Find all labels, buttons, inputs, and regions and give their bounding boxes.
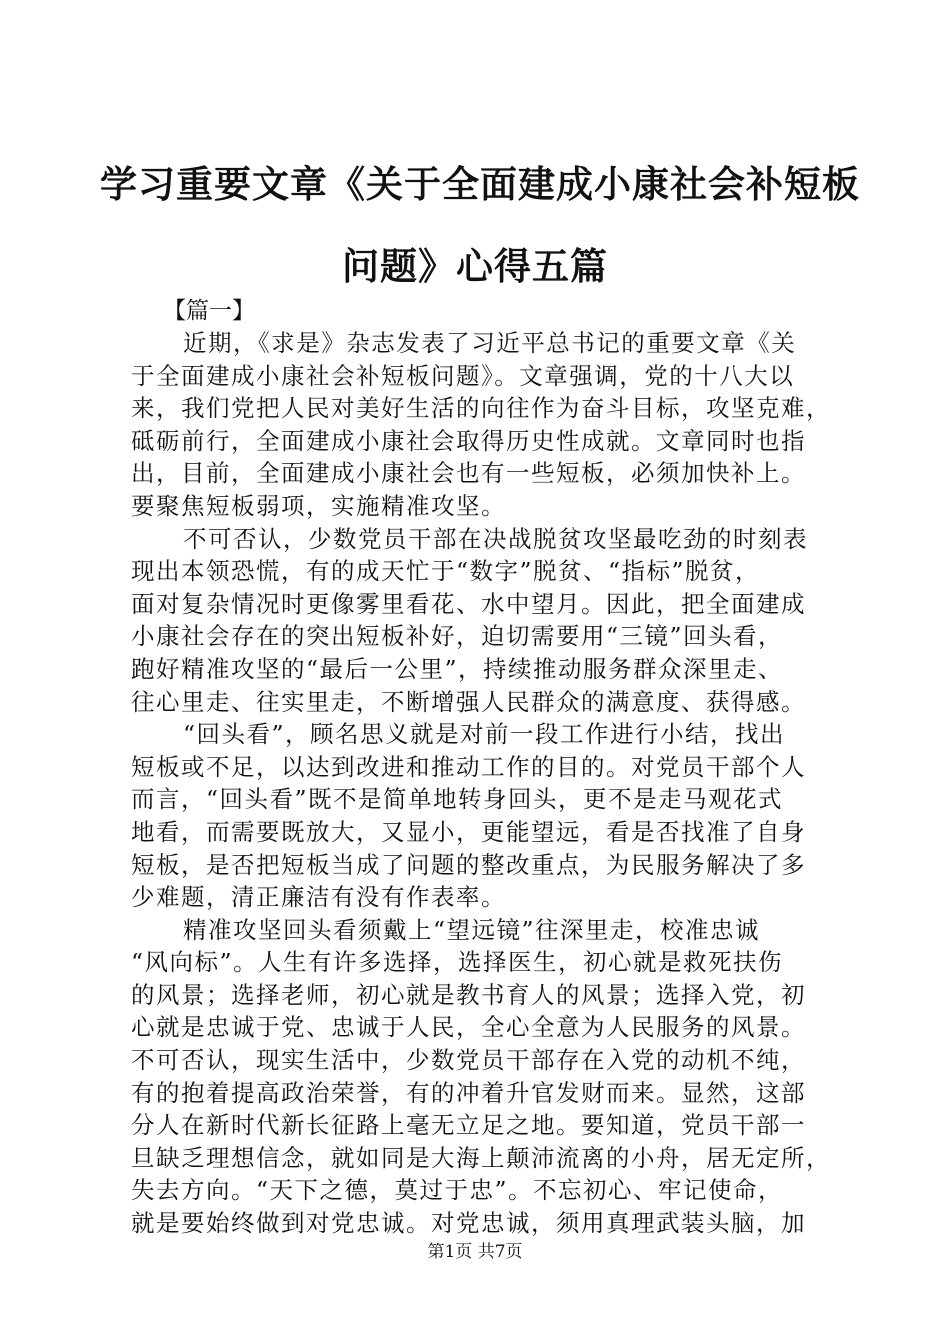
text-line: 往心里走、往实里走，不断增强人民群众的满意度、获得感。 <box>131 687 806 716</box>
text-line: 来，我们党把人民对美好生活的向往作为奋斗目标，攻坚克难， <box>131 394 831 423</box>
text-line: 小康社会存在的突出短板补好，迫切需要用“三镜”回头看， <box>131 622 784 651</box>
text-line: 分人在新时代新长征路上毫无立足之地。要知道，党员干部一 <box>131 1111 806 1140</box>
text-line: 现出本领恐慌，有的成天忙于“数字”脱贫、“指标”脱贫， <box>131 557 761 586</box>
text-line: “风向标”。人生有许多选择，选择医生，初心就是救死扶伤 <box>131 948 784 977</box>
text-line: 短板或不足，以达到改进和推动工作的目的。对党员干部个人 <box>131 752 806 781</box>
text-line: 出，目前，全面建成小康社会也有一些短板，必须加快补上。 <box>131 459 806 488</box>
text-line: 精准攻坚回头看须戴上“望远镜”往深里走，校准忠诚 <box>183 915 761 944</box>
text-line: 而言，“回头看”既不是简单地转身回头，更不是走马观花式 <box>131 785 784 814</box>
text-line: 面对复杂情况时更像雾里看花、水中望月。因此，把全面建成 <box>131 589 806 618</box>
text-line: 失去方向。“天下之德，莫过于忠”。不忘初心、牢记使命， <box>131 1176 784 1205</box>
text-line: 地看，而需要既放大，又显小，更能望远，看是否找准了自身 <box>131 817 806 846</box>
document-title-line-1: 学习重要文章《关于全面建成小康社会补短板 <box>100 162 860 206</box>
text-line: 于全面建成小康社会补短板问题》。文章强调，党的十八大以 <box>131 361 795 390</box>
text-line: 旦缺乏理想信念，就如同是大海上颠沛流离的小舟，居无定所， <box>131 1143 831 1172</box>
text-line: 心就是忠诚于党、忠诚于人民，全心全意为人民服务的风景。 <box>131 1013 806 1042</box>
text-line: 的风景；选择老师，初心就是教书育人的风景；选择入党，初 <box>131 980 806 1009</box>
text-line: “回头看”，顾名思义就是对前一段工作进行小结，找出 <box>183 720 786 749</box>
text-line: 有的抱着提高政治荣誉，有的冲着升官发财而来。显然，这部 <box>131 1078 806 1107</box>
text-line: 要聚焦短板弱项，实施精准攻坚。 <box>131 491 506 520</box>
text-line: 砥砺前行，全面建成小康社会取得历史性成就。文章同时也指 <box>131 426 806 455</box>
text-line: 少难题，清正廉洁有没有作表率。 <box>131 883 506 912</box>
text-line: 就是要始终做到对党忠诚。对党忠诚，须用真理武装头脑，加 <box>131 1209 806 1238</box>
section-heading: 【篇一】 <box>163 298 255 324</box>
text-line: 不可否认，少数党员干部在决战脱贫攻坚最吃劲的时刻表 <box>183 524 808 553</box>
text-line: 近期，《求是》杂志发表了习近平总书记的重要文章《关 <box>183 329 797 357</box>
page-footer: 第1页 共7页 <box>427 1242 523 1262</box>
text-line: 跑好精准攻坚的“最后一公里”，持续推动服务群众深里走、 <box>131 654 784 683</box>
text-line: 不可否认，现实生活中，少数党员干部存在入党的动机不纯， <box>131 1046 806 1075</box>
text-line: 短板，是否把短板当成了问题的整改重点，为民服务解决了多 <box>131 850 806 879</box>
document-title-line-2: 问题》心得五篇 <box>342 244 608 288</box>
document-body <box>131 327 831 1240</box>
